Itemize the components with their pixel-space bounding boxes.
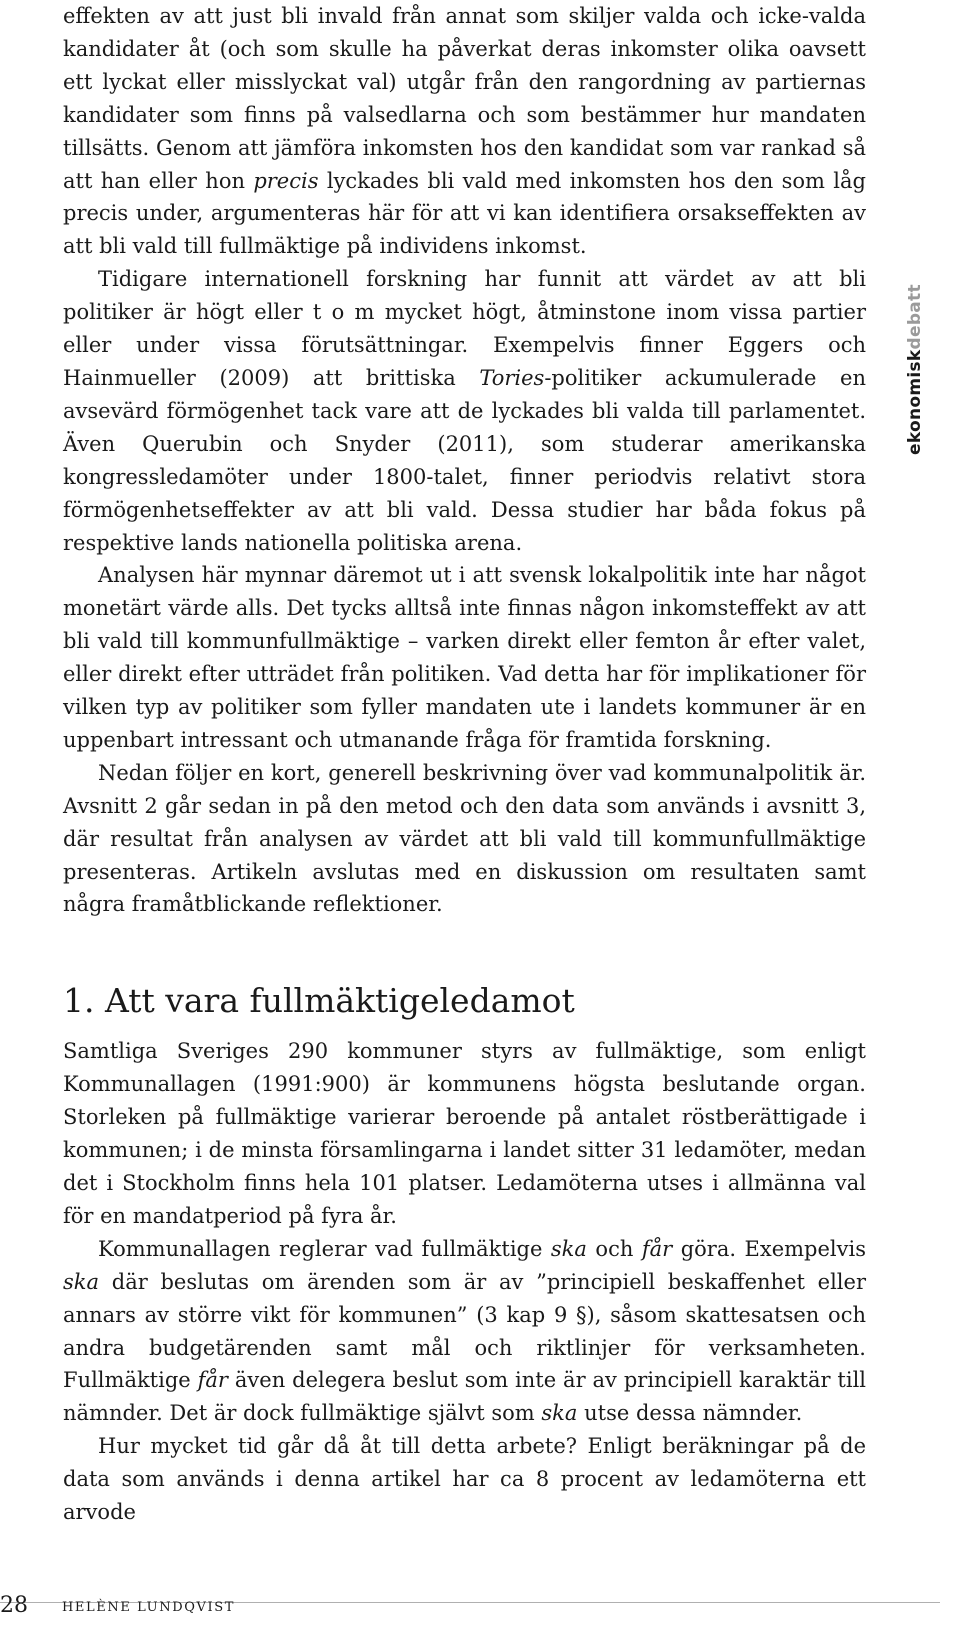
- page-number: 28: [0, 1593, 28, 1618]
- section-heading: 1. Att vara fullmäktigeledamot: [63, 981, 575, 1021]
- emphasis-far: får: [641, 1236, 673, 1261]
- paragraph-fullmaktige: Samtliga Sveriges 290 kommuner styrs av fullmäktige, som enligt Kommunallagen (1991:900) är kommunens högsta beslutande organ. Storleken på fullmäktige varierar beroende på antalet röstberättigade i kommunen; i de minsta församlingarna i landet sitter 31 ledamöter, medan det i Stockholm finns hela 101 platser. Ledamöterna utses i allmänna val för en mandatperiod på fyra år.: [63, 1039, 866, 1228]
- emphasis-precis: precis: [253, 168, 319, 193]
- emphasis-ska: ska: [541, 1401, 578, 1426]
- paragraph-outline: Nedan följer en kort, generell beskrivning över vad kommunalpolitik är. Avsnitt 2 går sedan in på den metod och den data som används i avsnitt 3, där resultat från analysen av värdet att bli vald till kommunfullmäktige presenteras. Artikeln avslutas med en diskussion om resultaten samt några framåtblickande reflektioner.: [63, 760, 866, 917]
- paragraph-analysis: Analysen här mynnar däremot ut i att svensk lokalpolitik inte har något monetärt värde alls. Det tycks alltså inte finnas någon inkomsteffekt av att bli vald till kommunfullmäktige – varken direkt eller femton år efter valet, eller direkt efter utträdet från politiken. Vad detta har för implikationer för vilken typ av politiker som fyller mandaten ute i landets kommuner är en uppenbart intressant och utmanande fråga för framtida forskning.: [63, 563, 866, 752]
- side-label-debatt: debatt: [905, 284, 925, 350]
- emphasis-far: får: [197, 1368, 228, 1393]
- paragraph-intro: effekten av att just bli invald från annat som skiljer valda och icke-valda kandidater åt (och som skulle ha påverkat deras inkomster olika oavsett ett lyckat eller misslyckat val) utgår från den rangordning av partiernas kandidater som finns på valsedlarna och som bestämmer hur mandaten tillsätts. Genom att jämföra inkomsten hos den kandidat som var rankad så att han eller hon precis lyckades bli vald med inkomsten hos den som låg precis under, argumenteras här för att vi kan identifiera orsakseffekten av att bli vald till fullmäktige på individens inkomst.: [63, 4, 866, 259]
- emphasis-tories: Tories: [479, 365, 545, 390]
- side-label-ekonomisk: ekonomisk: [905, 349, 925, 455]
- emphasis-ska: ska: [63, 1269, 100, 1294]
- paragraph-time-use: Hur mycket tid går då åt till detta arbete? Enligt beräkningar på de data som används i denna artikel har ca 8 procent av ledamöterna ett arvode: [63, 1434, 866, 1525]
- running-author: HELÈNE LUNDQVIST: [62, 1600, 235, 1615]
- paragraph-kommunallagen: Kommunallagen reglerar vad fullmäktige ska och får göra. Exempelvis ska där beslutas om ärenden som är av ”principiell beskaffenhet eller annars av större vikt för kommunen” (3 kap 9 §), såsom skattesatsen och andra budgetärenden samt mål och riktlinjer för verksamheten. Fullmäktige får även delegera beslut som inte är av principiell karaktär till nämnder. Det är dock fullmäktige självt som ska utse dessa nämnder.: [63, 1236, 867, 1426]
- article-body: [63, 0, 866, 1529]
- journal-side-label: [905, 285, 935, 455]
- emphasis-ska: ska: [550, 1236, 587, 1261]
- paragraph-previous-research: Tidigare internationell forskning har funnit att värdet av att bli politiker är högt eller t o m mycket högt, åtminstone inom vissa partier eller under vissa förutsättningar. Exempelvis finner Eggers och Hainmueller (2009) att brittiska Tories-politiker ackumulerade en avsevärd förmögenhet tack vare att de lyckades bli valda till parlamentet. Även Querubin och Snyder (2011), som studerar amerikanska kongressledamöter under 1800-talet, finner periodvis relativt stora förmögenhetseffekter av att bli vald. Dessa studier har båda fokus på respektive lands nationella politiska arena.: [63, 267, 866, 555]
